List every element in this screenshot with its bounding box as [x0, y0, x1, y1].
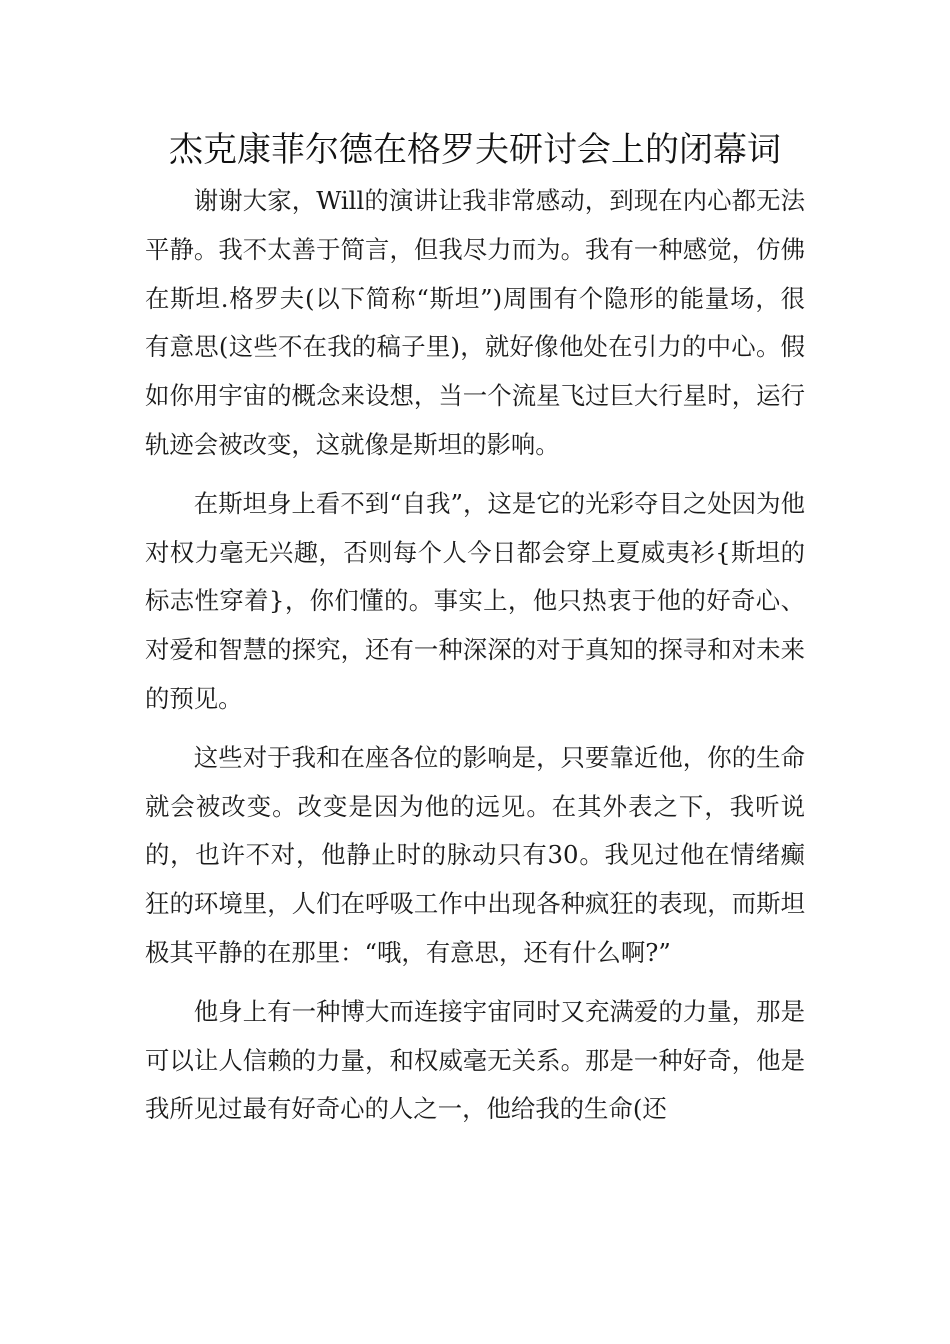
- document-body: [145, 177, 805, 1144]
- paragraph-4: 他身上有一种博大而连接宇宙同时又充满爱的力量，那是可以让人信赖的力量，和权威毫无关系。那是一种好奇，他是我所见过最有好奇心的人之一，他给我的生命(还: [145, 996, 805, 1124]
- paragraph-2: 在斯坦身上看不到“自我”，这是它的光彩夺目之处因为他对权力毫无兴趣，否则每个人今日都会穿上夏威夷衫{斯坦的标志性穿着}，你们懂的。事实上，他只热衷于他的好奇心、对爱和智慧的探究，还有一种深深的对于真知的探寻和对未来的预见。: [145, 488, 805, 713]
- document-title: 杰克康菲尔德在格罗夫研讨会上的闭幕词: [169, 130, 781, 170]
- paragraph-1: 谢谢大家，Will的演讲让我非常感动，到现在内心都无法平静。我不太善于简言，但我尽力而为。我有一种感觉，仿佛在斯坦.格罗夫(以下简称“斯坦”)周围有个隐形的能量场，很有意思(这些不在我的稿子里)，就好像他处在引力的中心。假如你用宇宙的概念来设想，当一个流星飞过巨大行星时，运行轨迹会被改变，这就像是斯坦的影响。: [145, 186, 805, 459]
- paragraph-3: 这些对于我和在座各位的影响是，只要靠近他，你的生命就会被改变。改变是因为他的远见。在其外表之下，我听说的，也许不对，他静止时的脉动只有30。我见过他在情绪癫狂的环境里，人们在呼吸工作中出现各种疯狂的表现，而斯坦极其平静的在那里：“哦，有意思，还有什么啊?”: [145, 742, 805, 967]
